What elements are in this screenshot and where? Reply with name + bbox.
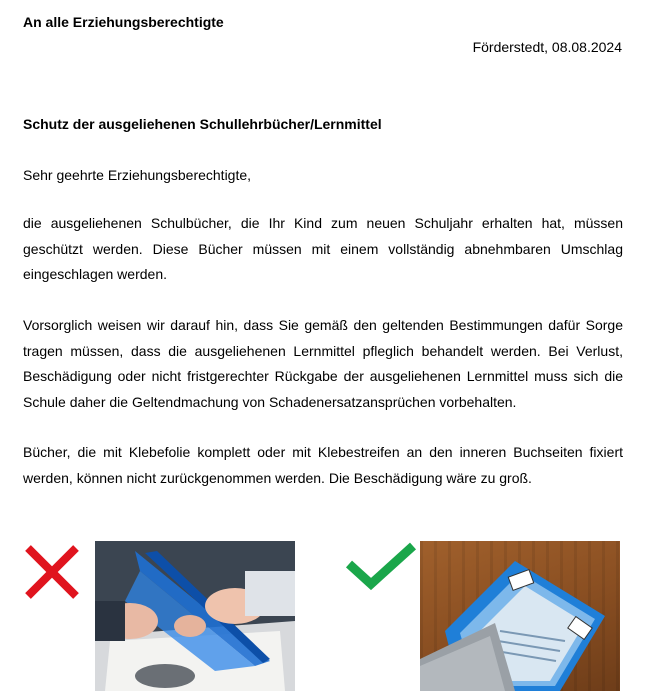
paragraph-adhesive: Bücher, die mit Klebefolie komplett oder mit Klebestreifen an den inneren Buchseiten fixiert werden, können nicht zurückgenommen werden. Die Beschädigung wäre zu groß. [23,444,623,486]
subject-line: Schutz der ausgeliehenen Schullehrbücher/Lernmittel [23,116,382,132]
paragraph-liability: Vorsorglich weisen wir darauf hin, dass Sie gemäß den geltenden Bestimmungen dafür Sorge tragen müssen, dass die ausgeliehenen Lernmittel pfleglich behandelt werden. Bei Verlust, Beschädigung oder nicht fristgerechter Rückgabe der ausgeliehenen Lernmittel muss sich die Schule daher die Geltendmachung von Schadenersatzansprüchen vorbehalten. [23,317,623,410]
photo-wrong-adhesive-foil [95,541,295,691]
cross-icon [24,544,80,600]
photo-right-removable-cover [420,541,620,691]
checkmark-icon [345,540,417,592]
place-date: Förderstedt, 08.08.2024 [472,39,622,55]
recipient-line: An alle Erziehungsberechtigte [23,14,224,30]
salutation: Sehr geehrte Erziehungsberechtigte, [23,167,252,183]
paragraph-protection: die ausgeliehenen Schulbücher, die Ihr Kind zum neuen Schuljahr erhalten hat, müssen geschützt werden. Diese Bücher müssen mit einem vollständig abnehmbaren Umschlag eingeschlagen werden. [23,215,623,282]
